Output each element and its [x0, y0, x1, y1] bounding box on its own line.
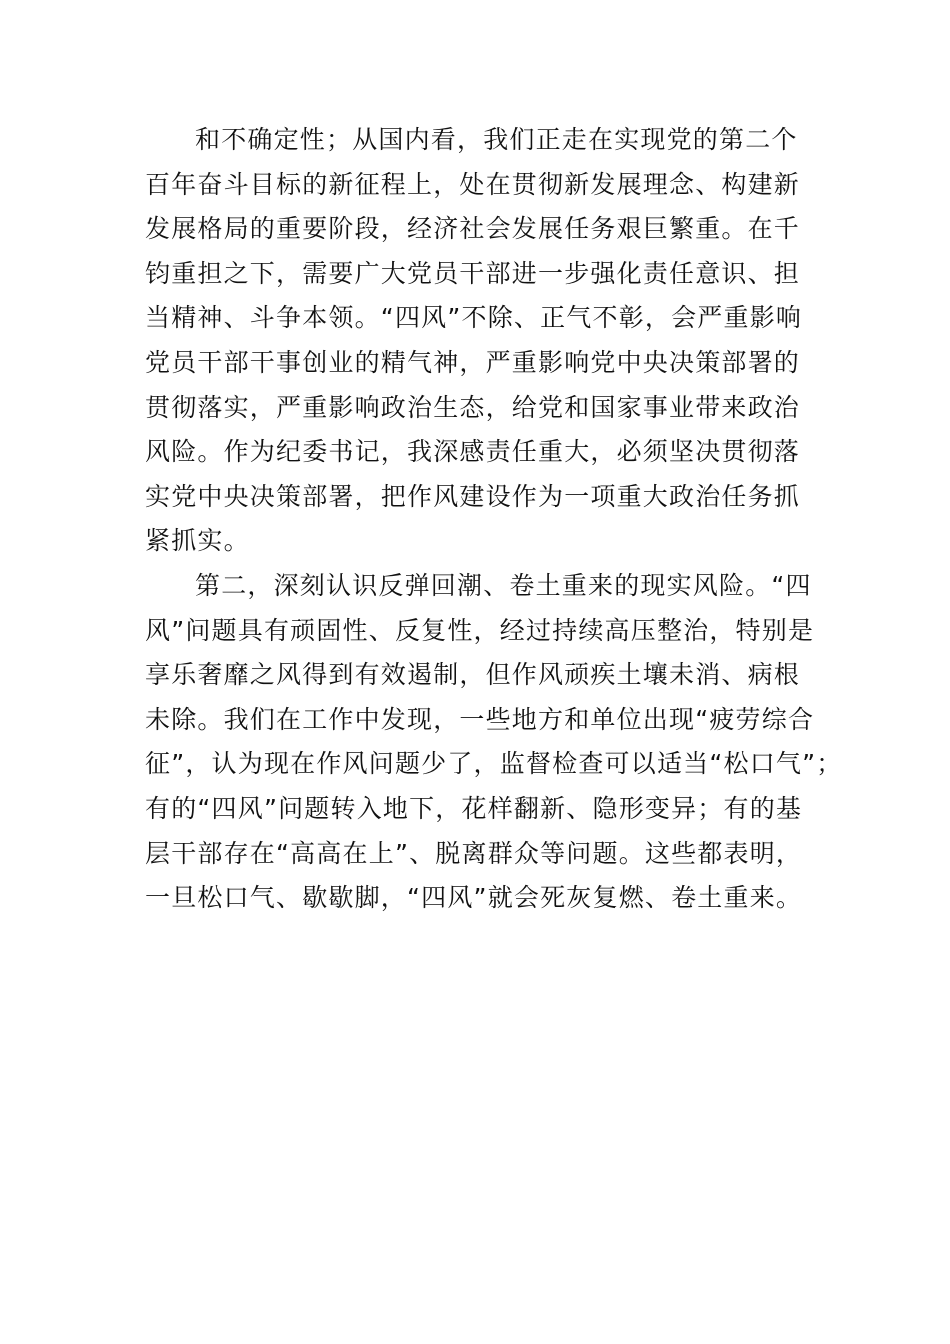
text-line: 当精神、斗争本领。“四风”不除、正气不彰，会严重影响: [145, 303, 803, 333]
text-line: 和不确定性；从国内看，我们正走在实现党的第二个: [195, 125, 798, 154]
text-line: 一旦松口气、歇歇脚，“四风”就会死灰复燃、卷土重来。: [145, 883, 803, 913]
text-line: 实党中央决策部署，把作风建设作为一项重大政治任务抓: [145, 481, 801, 511]
text-line: 贯彻落实，严重影响政治生态，给党和国家事业带来政治: [145, 392, 801, 422]
text-line: 征”，认为现在作风问题少了，监督检查可以适当“松口气”；: [145, 749, 843, 779]
text-line: 风”问题具有顽固性、反复性，经过持续高压整治，特别是: [145, 615, 815, 645]
body-text: [145, 118, 845, 921]
text-line: 层干部存在“高高在上”、脱离群众等问题。这些都表明，: [145, 838, 803, 868]
text-line: 发展格局的重要阶段，经济社会发展任务艰巨繁重。在千: [145, 214, 801, 244]
text-line: 享乐奢靡之风得到有效遏制，但作风顽疾土壤未消、病根: [145, 660, 801, 690]
text-line: 第二，深刻认识反弹回潮、卷土重来的现实风险。“四: [195, 570, 812, 600]
text-line: 党员干部干事创业的精气神，严重影响党中央决策部署的: [145, 347, 801, 377]
text-line: 未除。我们在工作中发现，一些地方和单位出现“疲劳综合: [145, 704, 815, 734]
text-line: 风险。作为纪委书记，我深感责任重大，必须坚决贯彻落: [145, 437, 801, 467]
text-line: 紧抓实。: [145, 526, 250, 556]
text-line: 有的“四风”问题转入地下，花样翻新、隐形变异；有的基: [145, 793, 803, 823]
text-line: 钧重担之下，需要广大党员干部进一步强化责任意识、担: [145, 258, 801, 288]
text-line: 百年奋斗目标的新征程上，处在贯彻新发展理念、构建新: [145, 169, 801, 199]
